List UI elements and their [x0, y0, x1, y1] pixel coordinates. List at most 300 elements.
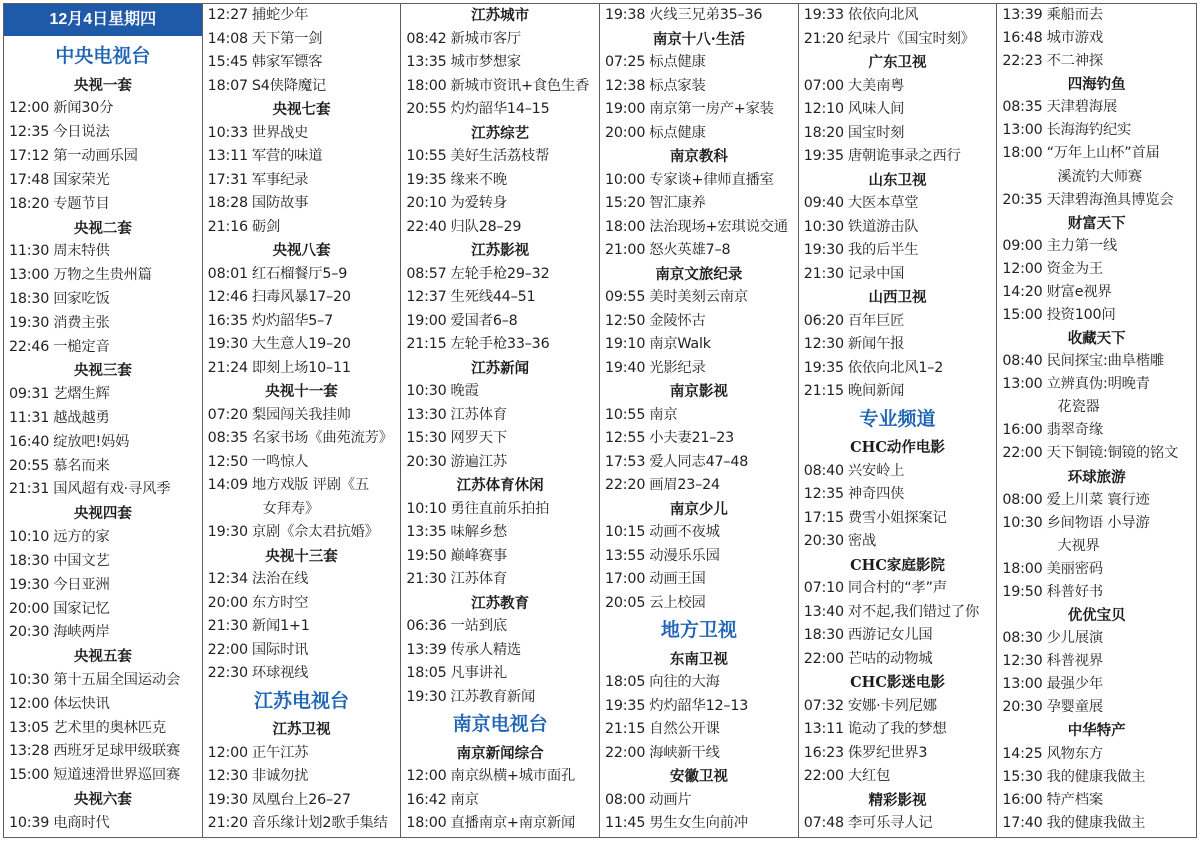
program-entry — [799, 485, 997, 504]
program-time: 20:00 — [605, 124, 646, 141]
program-time: 19:00 — [605, 101, 646, 117]
program-entry — [4, 338, 202, 357]
program-time: 10:30 — [1002, 514, 1043, 531]
program-entry — [4, 623, 202, 642]
program-entry — [997, 144, 1196, 163]
program-title: S4侠降魔记 — [251, 77, 327, 94]
program-title: 神奇四侠 — [847, 486, 905, 502]
program-title: 晚霞 — [450, 383, 479, 399]
program-title: 资金为王 — [1046, 260, 1103, 277]
program-time: 08:30 — [1002, 630, 1043, 647]
program-title: 南京 — [450, 791, 479, 808]
program-title: 兴安岭上 — [847, 462, 905, 479]
program-title: 美丽密码 — [1046, 560, 1103, 577]
program-entry — [600, 171, 798, 190]
program-title: 第一动画乐园 — [53, 148, 138, 165]
program-time: 10:30 — [803, 218, 844, 235]
program-title: 安娜·卡列尼娜 — [847, 697, 937, 714]
program-time: 08:00 — [605, 791, 646, 808]
program-title: 法治现场+宏琪说交通 — [649, 218, 788, 235]
program-title: 财富e视界 — [1046, 283, 1112, 300]
program-title: 投资100问 — [1046, 307, 1116, 324]
channel-heading: 山西卫视 — [868, 289, 927, 306]
program-title: 游遍江苏 — [450, 453, 507, 470]
program-time: 20:55 — [406, 101, 447, 117]
program-title: 风物东方 — [1046, 745, 1103, 762]
program-title: 乡间物语 小导游 — [1046, 514, 1150, 531]
program-entry — [203, 53, 401, 72]
program-time: 22:00 — [605, 744, 646, 761]
program-entry — [799, 579, 997, 598]
channel-heading: 央视四套 — [73, 505, 132, 523]
program-time: 15:45 — [207, 54, 248, 70]
station-section-title: 中央电视台 — [55, 45, 151, 67]
program-title: 火线三兄弟35–36 — [649, 7, 763, 23]
program-time: 18:30 — [803, 627, 844, 643]
program-time: 08:35 — [1002, 99, 1043, 116]
program-entry — [600, 124, 798, 143]
program-time: 17:00 — [605, 571, 646, 587]
program-entry — [203, 570, 401, 589]
program-entry — [799, 532, 997, 551]
program-entry — [203, 617, 401, 636]
program-entry — [401, 523, 599, 542]
program-time: 18:20 — [803, 124, 844, 141]
program-title: 远方的家 — [53, 529, 110, 546]
program-entry — [4, 123, 202, 142]
program-title: 大生意人19–20 — [251, 336, 351, 352]
program-time: 18:00 — [1002, 560, 1043, 577]
program-time: 10:10 — [9, 529, 50, 546]
program-time: 21:24 — [207, 359, 248, 376]
program-time: 17:31 — [207, 171, 248, 188]
program-time: 19:30 — [9, 576, 50, 593]
channel-heading: 央视七套 — [272, 101, 331, 118]
program-title: 李可乐寻人记 — [847, 815, 933, 831]
channel-heading: 南京少儿 — [669, 500, 728, 518]
program-entry — [4, 266, 202, 285]
program-time: 11:31 — [9, 410, 50, 426]
program-title-continuation: 花瓷器 — [1057, 399, 1100, 416]
program-entry — [600, 312, 798, 331]
program-title: 梨园闯关我挂帅 — [251, 406, 351, 423]
program-title: 国家荣光 — [53, 171, 110, 188]
program-entry — [600, 453, 798, 472]
channel-heading: 中华特产 — [1067, 722, 1126, 740]
program-title: 爱人同志47–48 — [649, 453, 749, 470]
program-entry — [4, 719, 202, 738]
program-entry — [401, 641, 599, 660]
program-title: 唐朝诡事录之西行 — [847, 148, 961, 164]
program-entry — [600, 429, 798, 448]
program-entry — [997, 514, 1196, 533]
program-time: 13:30 — [406, 406, 447, 423]
program-time: 10:55 — [605, 406, 646, 423]
program-time: 18:00 — [406, 815, 447, 831]
program-entry — [799, 359, 997, 378]
program-entry — [401, 147, 599, 166]
channel-heading: 央视五套 — [73, 648, 132, 666]
program-time: 21:20 — [803, 30, 844, 47]
program-entry — [203, 641, 401, 660]
program-time: 09:55 — [605, 289, 646, 305]
program-time: 19:10 — [605, 336, 646, 352]
channel-heading: 江苏教育 — [471, 594, 530, 612]
program-title: 凡事讲礼 — [450, 665, 507, 681]
date-banner: 12月4日星期四 — [4, 4, 202, 36]
program-entry — [997, 791, 1196, 810]
program-title: 国防故事 — [251, 195, 309, 211]
program-title: 记录中国 — [847, 265, 905, 282]
program-entry — [997, 652, 1196, 671]
program-title: 标点健康 — [649, 54, 706, 70]
program-time: 12:27 — [207, 7, 248, 23]
program-time: 12:30 — [1002, 653, 1043, 670]
program-time: 10:15 — [605, 524, 646, 540]
program-time: 14:20 — [1002, 283, 1043, 300]
program-entry — [600, 406, 798, 425]
program-title-continuation: 溪流钓大师赛 — [1057, 168, 1142, 185]
program-time: 07:25 — [605, 54, 646, 70]
program-title: 大红包 — [847, 768, 891, 784]
program-entry — [799, 312, 997, 331]
program-time: 12:50 — [207, 453, 248, 470]
program-title: 今日说法 — [53, 124, 110, 141]
program-title: 城市梦想家 — [450, 54, 522, 70]
program-time: 21:20 — [207, 815, 248, 831]
program-time: 21:00 — [605, 242, 646, 258]
program-title: 一站到底 — [450, 618, 507, 634]
program-title: 世界战史 — [251, 124, 309, 141]
program-time: 19:30 — [9, 314, 50, 331]
program-time: 12:46 — [207, 289, 248, 305]
program-entry — [401, 218, 599, 237]
program-entry — [799, 626, 997, 645]
program-time: 19:35 — [605, 697, 646, 714]
program-entry — [799, 697, 997, 716]
program-time: 13:35 — [406, 54, 447, 70]
program-time: 13:35 — [406, 524, 447, 540]
program-entry — [203, 171, 401, 190]
channel-heading: 央视二套 — [73, 219, 132, 237]
program-time: 17:40 — [1002, 814, 1043, 831]
program-title: 智汇康养 — [649, 195, 706, 211]
program-entry — [600, 547, 798, 566]
program-entry — [600, 697, 798, 716]
program-title: 名家书场《曲苑流芳》 — [251, 430, 393, 446]
program-time: 16:00 — [1002, 791, 1043, 808]
program-title: 红石榴餐厅5–9 — [251, 265, 348, 282]
program-title: 国际时讯 — [251, 641, 309, 658]
program-time: 19:35 — [803, 359, 844, 376]
program-entry — [203, 744, 401, 763]
program-time: 20:00 — [207, 594, 248, 611]
program-time: 13:05 — [9, 719, 50, 736]
program-time: 13:11 — [803, 721, 844, 737]
program-time: 08:01 — [207, 265, 248, 282]
program-time: 20:00 — [9, 600, 50, 617]
program-time: 10:30 — [406, 383, 447, 399]
program-time: 08:35 — [207, 430, 248, 446]
program-time: 21:16 — [207, 218, 248, 235]
program-title: 扫毒风暴17–20 — [251, 289, 351, 305]
program-title: 天下铜镜:铜镜的铭文 — [1046, 445, 1179, 462]
program-time: 09:31 — [9, 386, 50, 403]
program-title: 慕名而来 — [53, 457, 110, 474]
program-title: 国宝时刻 — [847, 124, 905, 141]
program-time: 18:00 — [1002, 145, 1043, 162]
program-entry — [4, 385, 202, 404]
program-time: 22:00 — [803, 768, 844, 784]
program-time: 12:30 — [207, 768, 248, 784]
program-entry — [600, 335, 798, 354]
program-title: 江苏教育新闻 — [450, 688, 536, 705]
program-title: 非诚勿扰 — [251, 768, 309, 784]
program-title: 美时美刻云南京 — [649, 289, 748, 305]
program-title: 直播南京+南京新闻 — [450, 815, 576, 831]
program-title: 向往的大海 — [649, 674, 720, 690]
program-entry — [799, 6, 997, 25]
program-title: 画眉23–24 — [649, 477, 720, 493]
program-time: 22:40 — [406, 218, 447, 235]
program-title: 同合村的“孝”声 — [847, 580, 947, 596]
program-title: 依依向北风 — [847, 7, 919, 23]
program-title: 网罗天下 — [450, 430, 507, 446]
program-title: 光影纪录 — [649, 359, 706, 376]
channel-heading: 央视十三套 — [265, 547, 338, 565]
program-time: 19:33 — [803, 7, 844, 23]
program-entry — [997, 491, 1196, 510]
program-entry — [4, 552, 202, 571]
program-title: 标点健康 — [649, 124, 706, 141]
program-entry — [401, 77, 599, 96]
program-entry — [203, 30, 401, 49]
program-title: 捕蛇少年 — [251, 7, 309, 23]
program-time: 10:39 — [9, 814, 50, 831]
program-entry — [401, 406, 599, 425]
program-entry — [997, 283, 1196, 302]
program-title: 金陵怀古 — [649, 312, 706, 329]
program-entry — [600, 570, 798, 589]
program-entry — [997, 29, 1196, 48]
program-entry — [4, 528, 202, 547]
program-time: 17:48 — [9, 171, 50, 188]
channel-heading: 南京新闻综合 — [456, 744, 544, 762]
program-title: 动画不夜城 — [649, 524, 720, 540]
program-title: 侏罗纪世界3 — [847, 744, 928, 761]
station-section-title: 江苏电视台 — [254, 690, 350, 712]
program-entry — [799, 744, 997, 763]
program-entry — [4, 433, 202, 452]
program-entry — [4, 457, 202, 476]
program-entry — [4, 171, 202, 190]
program-time: 16:35 — [207, 312, 248, 329]
program-title: 生死线44–51 — [450, 289, 536, 305]
program-time: 13:00 — [1002, 122, 1043, 139]
program-title: 灼灼韶华12–13 — [649, 697, 749, 714]
program-title: 绽放吧!妈妈 — [53, 433, 130, 450]
program-entry — [799, 77, 997, 96]
channel-heading: CHC影迷电影 — [850, 674, 945, 691]
program-time: 17:15 — [803, 509, 844, 526]
program-entry — [4, 314, 202, 333]
program-time: 21:30 — [803, 265, 844, 282]
program-entry — [997, 560, 1196, 579]
program-title-continuation: 女拜寿》 — [262, 500, 320, 517]
program-entry — [600, 53, 798, 72]
program-entry — [997, 52, 1196, 71]
program-title: 动画王国 — [649, 571, 706, 587]
program-entry — [799, 720, 997, 739]
program-title: 南京 — [649, 406, 678, 423]
program-entry — [600, 744, 798, 763]
program-time: 21:15 — [406, 336, 447, 352]
program-entry — [4, 290, 202, 309]
program-entry — [997, 6, 1196, 25]
program-entry — [997, 375, 1196, 394]
program-time: 22:30 — [207, 665, 248, 681]
program-time: 22:00 — [1002, 445, 1043, 462]
program-title: 体坛快讯 — [53, 695, 110, 712]
program-entry — [203, 453, 401, 472]
program-entry — [799, 100, 997, 119]
program-entry — [600, 720, 798, 739]
program-entry — [203, 814, 401, 833]
listing-column-4 — [600, 4, 799, 837]
program-title: 自然公开课 — [649, 721, 720, 737]
program-entry — [600, 77, 798, 96]
program-title: 我的健康我做主 — [1046, 768, 1146, 785]
program-time: 07:20 — [207, 406, 248, 423]
program-time: 18:07 — [207, 77, 248, 94]
program-title: 科普好书 — [1046, 583, 1103, 600]
program-entry — [4, 814, 202, 833]
program-entry — [203, 77, 401, 96]
program-title: 南京第一房产+家装 — [649, 101, 774, 117]
program-entry — [997, 421, 1196, 440]
program-entry — [600, 218, 798, 237]
program-title: 爱国者6–8 — [450, 312, 518, 329]
program-entry — [401, 194, 599, 213]
program-title: 铁道游击队 — [847, 218, 919, 235]
program-title: 动漫乐乐园 — [649, 547, 720, 564]
program-title: 法治在线 — [251, 571, 309, 587]
program-time: 07:48 — [803, 815, 844, 831]
program-title-continuation: 大视界 — [1057, 537, 1100, 554]
listing-column-5 — [799, 4, 998, 837]
program-entry — [203, 664, 401, 683]
program-entry — [4, 742, 202, 761]
program-time: 08:40 — [803, 462, 844, 479]
program-entry — [997, 814, 1196, 833]
program-title: 国风超有戏·寻风季 — [53, 481, 171, 498]
program-title: 特产档案 — [1046, 791, 1103, 808]
program-time: 09:00 — [1002, 237, 1043, 254]
program-entry — [401, 617, 599, 636]
channel-heading: 环球旅游 — [1067, 468, 1126, 486]
program-time: 10:00 — [605, 171, 646, 188]
program-time: 20:30 — [9, 624, 50, 641]
program-entry — [203, 406, 401, 425]
program-entry — [799, 218, 997, 237]
program-time: 22:20 — [605, 477, 646, 493]
program-title: 城市游戏 — [1046, 30, 1103, 47]
program-time: 21:30 — [406, 571, 447, 587]
program-entry — [4, 480, 202, 499]
program-entry — [799, 194, 997, 213]
program-title: 韩家军镖客 — [251, 54, 323, 70]
program-title: 大美南粤 — [847, 77, 905, 94]
program-title: 小夫妻21–23 — [649, 430, 735, 446]
program-entry — [401, 547, 599, 566]
program-entry — [203, 359, 401, 378]
program-time: 16:48 — [1002, 30, 1043, 47]
program-time: 12:35 — [9, 124, 50, 141]
program-title: 万物之生贵州篇 — [53, 267, 152, 284]
program-entry — [600, 194, 798, 213]
program-title: 天下第一剑 — [251, 30, 323, 47]
program-title: 诡动了我的梦想 — [847, 721, 947, 737]
program-title: 立辨真伪:明晚青 — [1046, 376, 1150, 393]
program-entry — [997, 675, 1196, 694]
program-time: 19:30 — [207, 524, 248, 540]
program-entry — [4, 695, 202, 714]
program-title: 纪录片《国宝时刻》 — [847, 30, 975, 47]
program-title: 正午江苏 — [251, 744, 309, 761]
program-time: 21:31 — [9, 481, 50, 498]
program-time: 19:30 — [207, 791, 248, 808]
program-time: 13:28 — [9, 743, 50, 760]
program-title: 巅峰赛事 — [450, 547, 507, 564]
station-section-title: 专业频道 — [859, 408, 936, 430]
channel-heading: 南京文旅纪录 — [655, 265, 743, 283]
program-entry — [203, 476, 401, 495]
program-time: 06:36 — [406, 618, 447, 634]
program-time: 15:00 — [1002, 307, 1043, 324]
program-entry — [203, 194, 401, 213]
program-entry — [4, 600, 202, 619]
program-title: 西游记女儿国 — [847, 627, 933, 643]
program-title: 砺剑 — [251, 218, 281, 235]
channel-heading: 山东卫视 — [868, 171, 927, 189]
program-time: 06:20 — [803, 312, 844, 329]
program-time: 19:35 — [803, 148, 844, 164]
program-title: 中国文艺 — [53, 552, 110, 569]
program-title: 晚间新闻 — [847, 383, 905, 399]
program-time: 19:50 — [406, 547, 447, 564]
program-title: 风味人间 — [847, 101, 905, 117]
program-time: 10:30 — [9, 671, 50, 688]
program-title: 对不起,我们错过了你 — [847, 603, 980, 620]
program-time: 10:55 — [406, 148, 447, 164]
program-title: 传承人精选 — [450, 641, 522, 658]
program-title: 男生女生向前冲 — [649, 815, 748, 831]
program-time: 22:00 — [803, 650, 844, 667]
program-entry — [997, 768, 1196, 787]
program-entry — [600, 359, 798, 378]
program-entry — [401, 453, 599, 472]
program-title: 专题节目 — [53, 195, 110, 212]
program-time: 18:30 — [9, 290, 50, 307]
program-title: 费雪小姐探案记 — [847, 509, 947, 526]
program-time: 07:10 — [803, 580, 844, 596]
program-entry — [997, 121, 1196, 140]
program-time: 21:15 — [605, 721, 646, 737]
program-time: 18:28 — [207, 195, 248, 211]
program-entry — [997, 98, 1196, 117]
program-entry — [799, 124, 997, 143]
program-title: 西班牙足球甲级联赛 — [53, 743, 181, 760]
